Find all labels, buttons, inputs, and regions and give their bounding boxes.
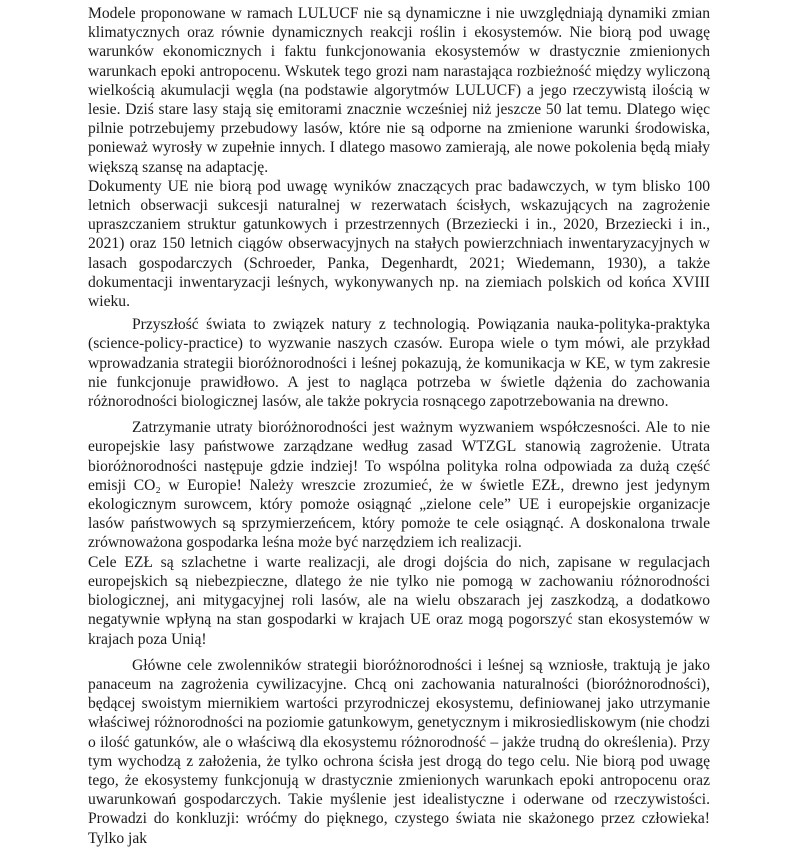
paragraph-ezl-goals: Cele EZŁ są szlachetne i warte realizacji, ale drogi dojścia do nich, zapisane w regulacjach europejskich są niebezpieczne, dlatego że nie tylko nie pomogą w zachowaniu różnorodności biologicznej, ani mitygacyjnej roli lasów, ale na wielu obszarach jej zaszkodzą, a dodatkowo negatywnie wpłyną na stan gospodarki w krajach UE oraz mogą pogorszyć stan ekosystemów w krajach poza Unią!: [88, 553, 710, 648]
paragraph-strategy-supporters: Główne cele zwolenników strategii bioróżnorodności i leśnej są wzniosłe, traktują je jako panaceum na zagrożenia cywilizacyjne. Chcą oni zachowania naturalności (bioróżnorodności), będącej swoistym miernikiem wartości przyrodniczej ekosystemu, definiowanej jako utrzymanie właściwej różnorodności na poziomie gatunkowym, genetycznym i mikrosiedliskowym (nie chodzi o ilość gatunków, ale o właściwą dla ekosystemu różnorodność – jakże trudną do określenia). Przy tym wychodzą z założenia, że tylko ochrona ścisła jest drogą do tego celu. Nie biorą pod uwagę tego, że ekosystemy funkcjonują w drastycznie zmienionych warunkach epoki antropocenu oraz uwarunkowań gospodarczych. Takie myślenie jest idealistyczne i oderwane od rzeczywistości. Prowadzi do konkluzji: wróćmy do pięknego, czystego świata nie skażonego przez człowieka! Tylko jak: [88, 656, 710, 847]
paragraph-biodiversity-loss: Zatrzymanie utraty bioróżnorodności jest ważnym wyzwaniem współczesności. Ale to nie europejskie lasy państwowe zarządzane według zasad WTZGL stanowią zagrożenie. Utrata bioróżnorodności następuje gdzie indziej! To wspólna polityka rolna odpowiada za dużą część emisji CO₂ w Europie! Należy wreszcie zrozumieć, że w świetle EZŁ, drewno jest jedynym ekologicznym surowcem, który pomoże osiągnąć „zielone cele” UE i europejskie organizacje lasów państwowych są sprzymierzeńcem, który pomoże te cele osiągnąć. A doskonalona trwale zrównoważona gospodarka leśna może być narzędziem ich realizacji.: [88, 419, 710, 552]
paragraph-lulucf-models: Modele proponowane w ramach LULUCF nie są dynamiczne i nie uwzględniają dynamiki zmian klimatycznych oraz równie dynamicznych reakcji roślin i ekosystemów. Nie biorą pod uwagę warunków ekonomicznych i faktu funkcjonowania ekosystemów w drastycznie zmienionych warunkach epoki antropocenu. Wskutek tego grozi nam narastająca rozbieżność między wyliczoną wielkością akumulacji węgla (na podstawie algorytmów LULUCF) a jego rzeczywistą ilością w lesie. Dziś stare lasy stają się emitorami znacznie wcześniej niż jeszcze 50 lat temu. Dlatego więc pilnie potrzebujemy przebudowy lasów, które nie są odporne na zmienione warunki środowiska, ponieważ wyrosły w zupełnie innych. I dlatego masowo zamierają, ale nowe pokolenia będą miały większą szansę na adaptację.: [88, 5, 710, 176]
document-body: [88, 4, 710, 848]
paragraph-eu-documents: Dokumenty UE nie biorą pod uwagę wyników znaczących prac badawczych, w tym blisko 100 letnich obserwacji sukcesji naturalnej w rezerwatach ścisłych, wskazujących na zagrożenie upraszczaniem struktur gatunkowych i przestrzennych (Brzeziecki i in., 2020, Brzeziecki i in., 2021) oraz 150 letnich ciągów obserwacyjnych na stałych powierzchniach inwentaryzacyjnych w lasach gospodarczych (Schroeder, Panka, Degenhardt, 2021; Wiedemann, 1930), a także dokumentacji inwentaryzacji leśnych, wykonywanych np. na ziemiach polskich od końca XVIII wieku.: [88, 177, 710, 311]
paragraph-science-policy: Przyszłość świata to związek natury z technologią. Powiązania nauka-polityka-praktyka (science-policy-practice) to wyzwanie naszych czasów. Europa wiele o tym mówi, ale przykład wprowadzania strategii bioróżnorodności i leśnej pokazują, że komunikacja w KE, w tym zakresie nie funkcjonuje prawidłowo. A jest to nagląca potrzeba w świetle dążenia do zachowania różnorodności biologicznej lasów, ale także pokrycia rosnącego zapotrzebowania na drewno.: [88, 316, 710, 411]
